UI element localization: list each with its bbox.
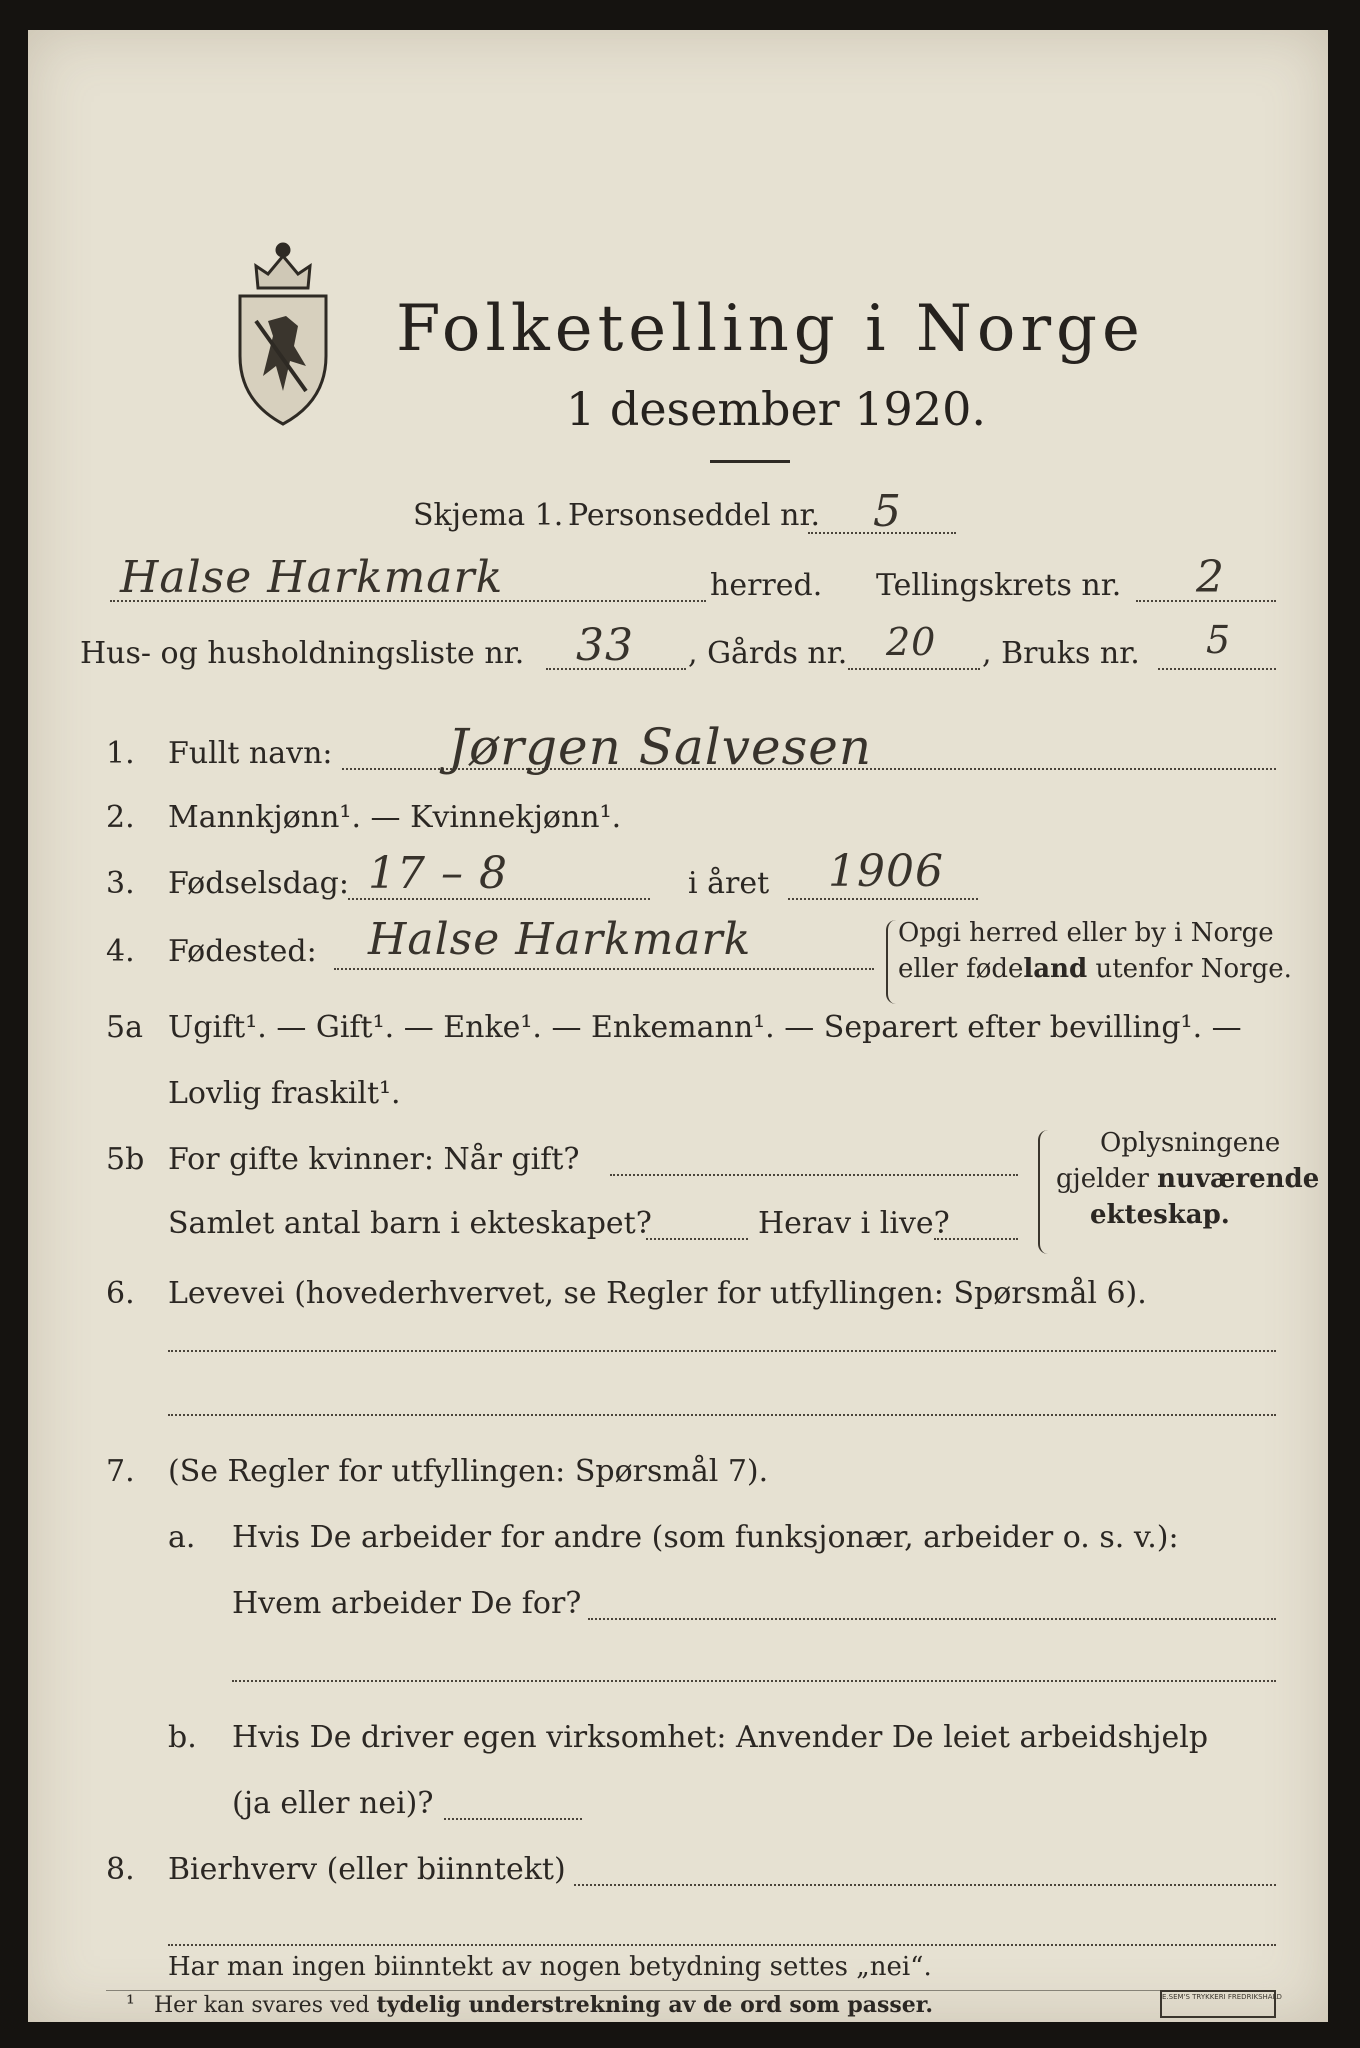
q4-number: 4. [106,934,135,969]
q1-number: 1. [106,736,135,771]
q7b-answer-line [444,1818,582,1820]
gards-label: , Gårds nr. [688,636,848,671]
gards-line [848,668,980,670]
footnote-rule [106,1990,1276,1991]
q8-answer-line [574,1884,1276,1886]
q8-answer-line-2 [168,1944,1276,1946]
q7a-letter: a. [168,1520,196,1555]
q1-full-name-value: Jørgen Salvesen [448,718,873,776]
census-form-page [28,30,1328,2022]
q7a-line2: Hvem arbeider De for? [232,1586,582,1621]
footnote-mark: ¹ [126,1992,135,2017]
husliste-value: 33 [576,620,634,671]
q7-number: 7. [106,1454,135,1489]
q6-label: Levevei (hovederhvervet, se Regler for utfyllingen: Spørsmål 6). [168,1276,1147,1311]
q5b-married-when-line [610,1174,1018,1176]
q4-note-line2: eller fødeland utenfor Norge. [898,954,1292,984]
bruks-value: 5 [1206,618,1232,662]
personseddel-label: Personseddel nr. [568,498,821,533]
q5b-alive-line [934,1238,1018,1240]
q8-number: 8. [106,1852,135,1887]
q3-label: Fødselsdag: [168,866,349,901]
q5b-children-line [646,1238,748,1240]
q7b-line2: (ja eller nei)? [232,1786,434,1821]
q2-number: 2. [106,800,135,835]
q7-label: (Se Regler for utfyllingen: Spørsmål 7). [168,1454,769,1489]
q7a-answer-line-2 [232,1680,1276,1682]
q4-birthplace-value: Halse Harkmark [368,914,752,965]
q3-number: 3. [106,866,135,901]
herred-value: Halse Harkmark [120,552,504,603]
q5b-note-line1: Oplysningene [1100,1128,1281,1158]
tellingskrets-value: 2 [1196,552,1225,603]
gards-value: 20 [886,620,937,664]
tellingskrets-label: Tellingskrets nr. [876,568,1122,603]
q6-line-2 [168,1414,1276,1416]
q3-year-label: i året [688,866,770,901]
q4-note-line1: Opgi herred eller by i Norge [898,918,1274,948]
q4-line [334,968,874,970]
q5b-children-label: Samlet antal barn i ekteskapet? [168,1206,652,1241]
bruks-line [1158,668,1276,670]
q3-year-line [788,898,978,900]
form-title: Folketelling i Norge [396,292,1145,366]
q7a-line1: Hvis De arbeider for andre (som funksjonær, arbeider o. s. v.): [232,1520,1179,1555]
q5b-alive-label: Herav i live? [758,1206,950,1241]
q7a-answer-line [588,1618,1276,1620]
q4-note-brace [886,920,898,1004]
q5b-note-brace [1038,1130,1050,1254]
q5b-note-line2: gjelder nuværende [1056,1164,1320,1194]
q5b-married-when-label: For gifte kvinner: Når gift? [168,1142,580,1177]
q5b-note-line3: ekteskap. [1090,1200,1230,1230]
herred-label: herred. [710,568,823,603]
q5b-number: 5b [106,1142,145,1177]
q4-label: Fødested: [168,934,317,969]
bruks-label: , Bruks nr. [982,636,1140,671]
q5a-number: 5a [106,1010,143,1045]
footnote-text: Her kan svares ved tydelig understrekning av de ord som passer. [154,1992,934,2018]
q3-year-value: 1906 [828,846,944,897]
q5a-lovlig-fraskilt: Lovlig fraskilt¹. [168,1076,401,1111]
q3-birthdate-value: 17 – 8 [368,848,508,899]
q7b-line1: Hvis De driver egen virksomhet: Anvender De leiet arbeidshjelp [232,1720,1209,1755]
q6-number: 6. [106,1276,135,1311]
q2-gender-options: Mannkjønn¹. — Kvinnekjønn¹. [168,800,622,835]
norwegian-coat-of-arms-icon [228,226,338,426]
q8-note: Har man ingen biinntekt av nogen betydning settes „nei“. [168,1952,932,1982]
census-date: 1 desember 1920. [566,382,986,436]
personseddel-value: 5 [873,486,902,537]
schema-label: Skjema 1. [413,498,564,533]
q1-label: Fullt navn: [168,736,333,771]
q5a-marital-options: Ugift¹. — Gift¹. — Enke¹. — Enkemann¹. — Separert efter bevilling¹. — [168,1010,1242,1045]
printer-stamp: E.SEM'S TRYKKERI FREDRIKSHALD [1160,1990,1276,2018]
q7b-letter: b. [168,1720,197,1755]
husliste-label: Hus- og husholdningsliste nr. [80,636,525,671]
q6-line-1 [168,1350,1276,1352]
title-divider [710,460,790,463]
q8-label: Bierhverv (eller biinntekt) [168,1852,566,1887]
